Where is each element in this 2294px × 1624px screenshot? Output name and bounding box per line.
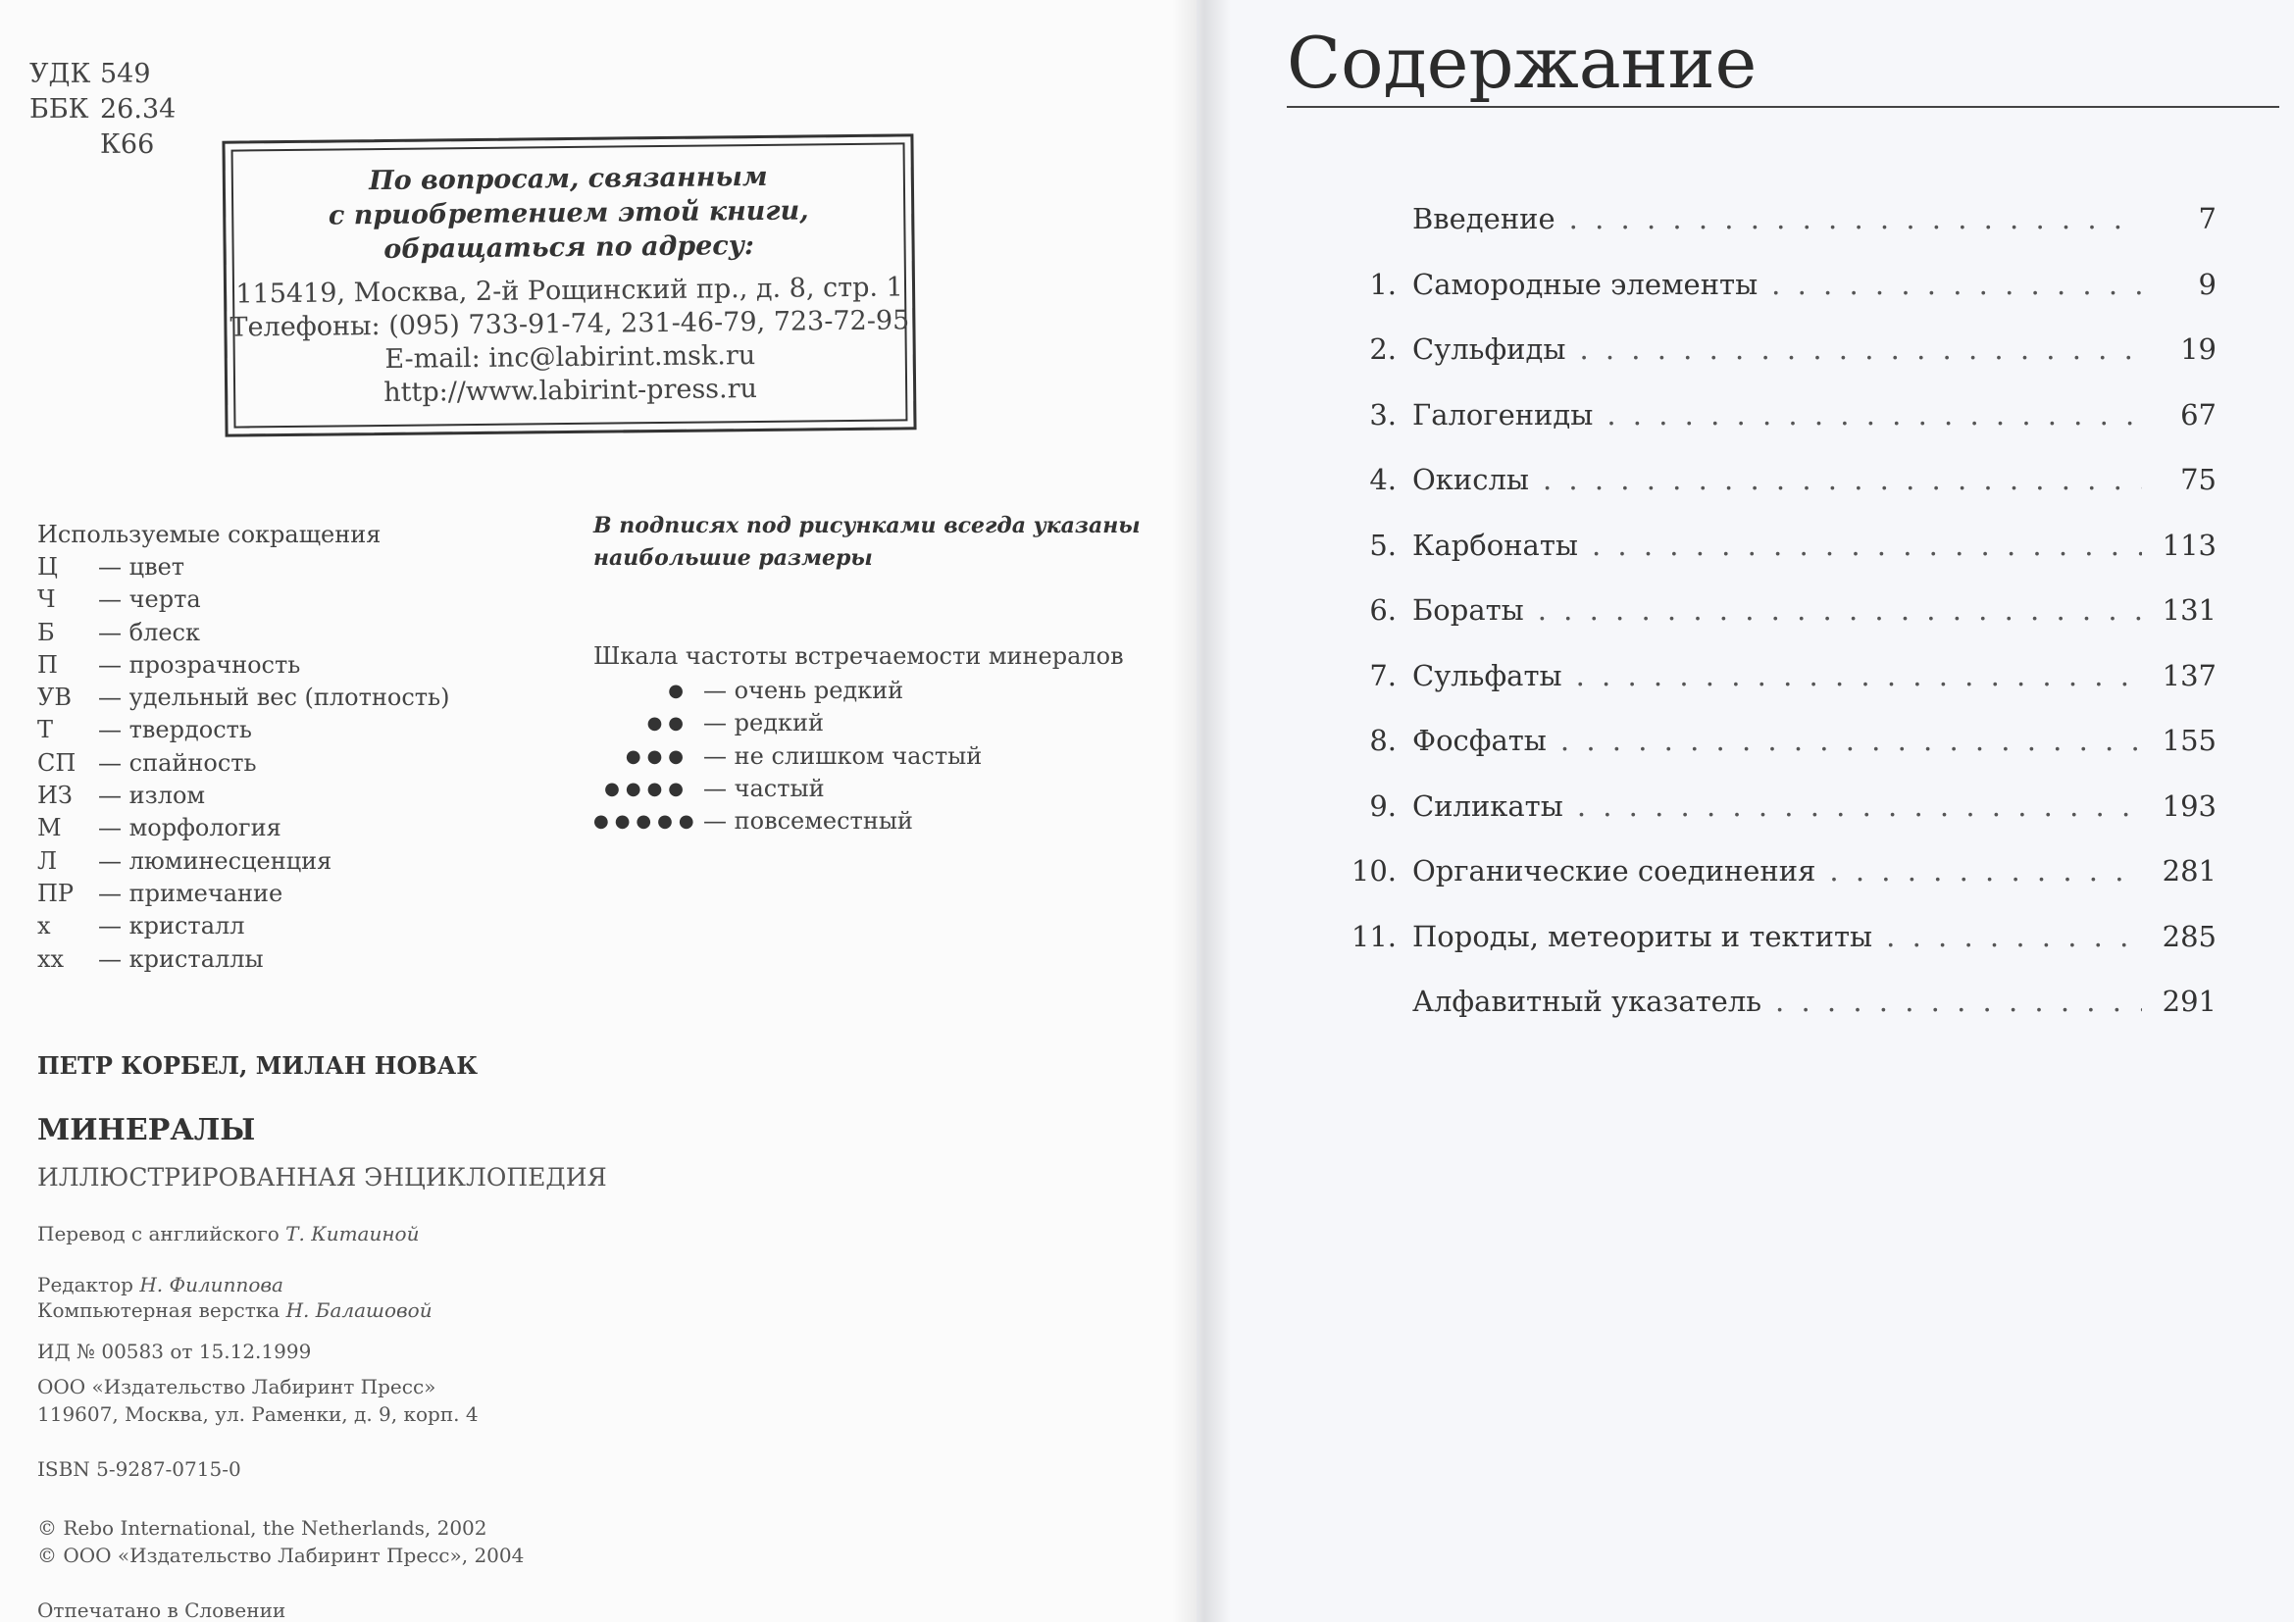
isbn: ISBN 5-9287-0715-0: [37, 1457, 241, 1481]
frequency-dots: ●●: [646, 713, 689, 735]
abbreviation-text: — удельный вес (плотность): [98, 684, 450, 712]
toc-page-number: 67: [2180, 397, 2217, 431]
dot-leader: [1592, 529, 2142, 562]
bbk-row: [29, 92, 176, 127]
abbreviation-code: х: [37, 912, 51, 940]
abbreviations-title: Используемые сокращения: [37, 521, 382, 548]
udk-label: УДК: [29, 59, 91, 89]
publisher-address: 119607, Москва, ул. Раменки, д. 9, корп. 4: [37, 1402, 479, 1426]
frequency-scale-title: Шкала частоты встречаемости минералов: [593, 642, 1124, 670]
abbreviation-item: [37, 617, 449, 649]
toc-entry[interactable]: [1351, 919, 2217, 986]
abbreviation-item: [37, 845, 449, 878]
toc-entry[interactable]: [1412, 985, 2217, 1050]
frequency-item: [593, 740, 1124, 773]
author-mark-label: [29, 127, 100, 163]
toc-entry[interactable]: [1369, 463, 2217, 529]
toc-page-number: 9: [2198, 267, 2217, 301]
abbreviation-code: ПР: [37, 879, 75, 907]
dot-leader: [1577, 789, 2142, 823]
book-gutter-shadow: [1172, 0, 1231, 1622]
toc-label: Бораты: [1412, 593, 1524, 627]
toc-number: 5.: [1369, 528, 1397, 562]
abbreviation-text: — блеск: [98, 618, 200, 646]
toc-entry[interactable]: [1369, 593, 2217, 659]
abbreviation-text: — кристалл: [98, 912, 245, 940]
toc-label: Введение: [1412, 202, 1555, 235]
toc-entry[interactable]: [1369, 658, 2217, 725]
abbreviation-item: [37, 878, 449, 910]
abbreviation-text: — прозрачность: [98, 650, 301, 679]
abbreviation-text: — примечание: [98, 879, 283, 907]
toc-page-number: 7: [2198, 202, 2217, 235]
abbreviation-code: ИЗ: [37, 782, 73, 810]
toc-page-number: 19: [2180, 332, 2217, 366]
toc-number: 9.: [1369, 788, 1397, 823]
toc-number: 11.: [1351, 919, 1397, 953]
udk-row: [29, 57, 176, 92]
toc-label: Карбонаты: [1412, 528, 1578, 562]
toc-page-number: 291: [2162, 985, 2217, 1018]
abbreviation-item: [37, 910, 449, 942]
toc-entry[interactable]: [1412, 202, 2217, 268]
frequency-text: — повсеместный: [703, 807, 913, 836]
author-mark-row: [29, 127, 176, 163]
toc-page-number: 75: [2180, 463, 2217, 496]
abbreviation-text: — черта: [98, 585, 201, 614]
frequency-text: — частый: [703, 774, 825, 802]
abbreviation-item: [37, 649, 449, 682]
frequency-item: [593, 707, 1124, 739]
contents-title: Содержание: [1287, 22, 1758, 104]
toc-label: Органические соединения: [1412, 854, 1816, 888]
dot-leader: [1579, 332, 2142, 366]
toc-page-number: 193: [2162, 788, 2217, 823]
copyright-line: © Rebo International, the Netherlands, 2002: [37, 1516, 487, 1540]
abbreviation-text: — спайность: [98, 748, 257, 777]
toc-entry[interactable]: [1369, 788, 2217, 855]
abbreviation-item: [37, 551, 449, 584]
credit-name: Т. Китаиной: [285, 1222, 420, 1245]
address-heading-line: обращаться по адресу:: [383, 230, 755, 265]
credit-name: Н. Филиппова: [139, 1273, 283, 1296]
credit-role: Редактор: [37, 1273, 133, 1296]
toc-label: Самородные элементы: [1412, 267, 1759, 301]
udk-value: 549: [100, 59, 151, 89]
toc-number: 6.: [1369, 593, 1397, 627]
toc-entry[interactable]: [1369, 332, 2217, 398]
toc-label: Галогениды: [1412, 397, 1594, 431]
frequency-text: — не слишком частый: [703, 741, 983, 770]
website-url: http://www.labirint-press.ru: [383, 374, 758, 408]
book-subtitle: ИЛЛЮСТРИРОВАННАЯ ЭНЦИКЛОПЕДИЯ: [37, 1163, 607, 1192]
address-heading-line: с приобретением этой книги,: [328, 195, 809, 231]
toc-label: Сульфиды: [1412, 332, 1566, 366]
frequency-dots: ●●●: [625, 745, 689, 767]
abbreviation-text: — твердость: [98, 716, 252, 744]
toc-number: 1.: [1369, 267, 1397, 301]
author-mark-value: К66: [100, 129, 155, 160]
abbreviation-item: [37, 943, 449, 976]
dot-leader: [1606, 398, 2142, 431]
phone-numbers: Телефоны: (095) 733-91-74, 231-46-79, 723-72-95: [229, 305, 910, 343]
toc-page-number: 281: [2162, 854, 2217, 888]
address-heading-line: По вопросам, связанным: [368, 161, 768, 197]
toc-entry[interactable]: [1369, 724, 2217, 789]
dot-leader: [1775, 985, 2142, 1018]
toc-page-number: 131: [2162, 593, 2217, 627]
abbreviation-code: УВ: [37, 684, 72, 712]
abbreviation-text: — кристаллы: [98, 944, 264, 973]
abbreviation-code: Ц: [37, 553, 58, 581]
frequency-item: [593, 773, 1124, 805]
copyright-line: © ООО «Издательство Лабиринт Пресс», 2004: [37, 1544, 525, 1567]
dot-leader: [1538, 593, 2142, 627]
abbreviation-code: СП: [37, 748, 76, 777]
frequency-scale: [593, 639, 1124, 837]
postal-address: 115419, Москва, 2-й Рощинский пр., д. 8, стр. 1: [235, 272, 903, 310]
abbreviation-item: [37, 780, 449, 812]
toc-page-number: 137: [2162, 658, 2217, 692]
abbreviation-text: — цвет: [98, 553, 185, 581]
frequency-text: — очень редкий: [703, 677, 904, 704]
abbreviation-code: хх: [37, 944, 65, 973]
dot-leader: [1560, 724, 2142, 757]
toc-page-number: 285: [2162, 919, 2217, 953]
toc-entry[interactable]: [1369, 528, 2217, 594]
dot-leader: [1771, 268, 2142, 301]
frequency-dots: ●: [668, 681, 689, 701]
frequency-item: [593, 805, 1124, 837]
editor-credit: [37, 1271, 283, 1298]
toc-page-number: 113: [2162, 528, 2217, 562]
abbreviation-item: [37, 682, 449, 714]
abbreviation-code: Т: [37, 716, 54, 744]
toc-number: 10.: [1351, 854, 1397, 888]
publisher-name: ООО «Издательство Лабиринт Пресс»: [37, 1375, 436, 1398]
purchase-address-box: [222, 133, 916, 436]
toc-number: 8.: [1369, 724, 1397, 757]
toc-entry[interactable]: [1369, 397, 2217, 464]
email-address: E-mail: inc@labirint.msk.ru: [384, 340, 756, 375]
abbreviations-list: [37, 518, 449, 976]
toc-label: Окислы: [1412, 463, 1529, 496]
table-of-contents: [1351, 202, 2217, 1050]
translation-credit: [37, 1220, 419, 1247]
toc-page-number: 155: [2162, 724, 2217, 757]
book-title: МИНЕРАЛЫ: [37, 1113, 256, 1147]
dot-leader: [1576, 659, 2142, 692]
toc-label: Силикаты: [1412, 788, 1563, 823]
frequency-dots: ●●●●: [604, 778, 689, 799]
toc-entry[interactable]: [1369, 267, 2217, 333]
toc-number: 4.: [1369, 463, 1397, 496]
toc-entry[interactable]: [1351, 854, 2217, 920]
dot-leader: [1886, 920, 2142, 953]
abbreviation-item: [37, 812, 449, 844]
frequency-dots: ●●●●●: [593, 811, 700, 833]
bbk-value: 26.34: [100, 94, 177, 125]
dot-leader: [1543, 463, 2142, 496]
printed-in: Отпечатано в Словении: [37, 1599, 286, 1622]
caption-size-note: В подписях под рисунками всегда указаны наибольшие размеры: [593, 513, 1141, 571]
toc-number: 2.: [1369, 332, 1397, 366]
dot-leader: [1569, 202, 2142, 235]
toc-number: 7.: [1369, 658, 1397, 692]
credit-role: Компьютерная верстка: [37, 1298, 280, 1322]
frequency-item: [593, 675, 1124, 707]
abbreviation-text: — люминесценция: [98, 846, 332, 875]
credit-role: Перевод с английского: [37, 1222, 280, 1245]
toc-label: Породы, метеориты и тектиты: [1412, 919, 1873, 953]
layout-credit: [37, 1296, 433, 1324]
abbreviation-item: [37, 584, 449, 616]
abbreviation-item: [37, 747, 449, 780]
toc-label: Сульфаты: [1412, 658, 1562, 692]
license-number: ИД № 00583 от 15.12.1999: [37, 1340, 312, 1363]
classification-codes: [29, 57, 176, 163]
book-authors: ПЕТР КОРБЕЛ, МИЛАН НОВАК: [37, 1051, 479, 1080]
title-rule: [1287, 106, 2279, 108]
abbreviation-code: М: [37, 814, 62, 842]
abbreviation-text: — морфология: [98, 814, 281, 842]
bbk-label: ББК: [29, 94, 89, 125]
credit-name: Н. Балашовой: [285, 1298, 433, 1322]
abbreviation-text: — излом: [98, 782, 206, 810]
toc-label: Алфавитный указатель: [1412, 985, 1762, 1018]
abbreviation-item: [37, 714, 449, 746]
toc-number: 3.: [1369, 397, 1397, 431]
toc-label: Фосфаты: [1412, 724, 1547, 757]
abbreviation-code: Б: [37, 618, 55, 646]
dot-leader: [1829, 854, 2142, 888]
abbreviation-code: Ч: [37, 585, 56, 614]
abbreviation-code: П: [37, 650, 58, 679]
abbreviation-code: Л: [37, 846, 58, 875]
frequency-text: — редкий: [703, 709, 824, 737]
